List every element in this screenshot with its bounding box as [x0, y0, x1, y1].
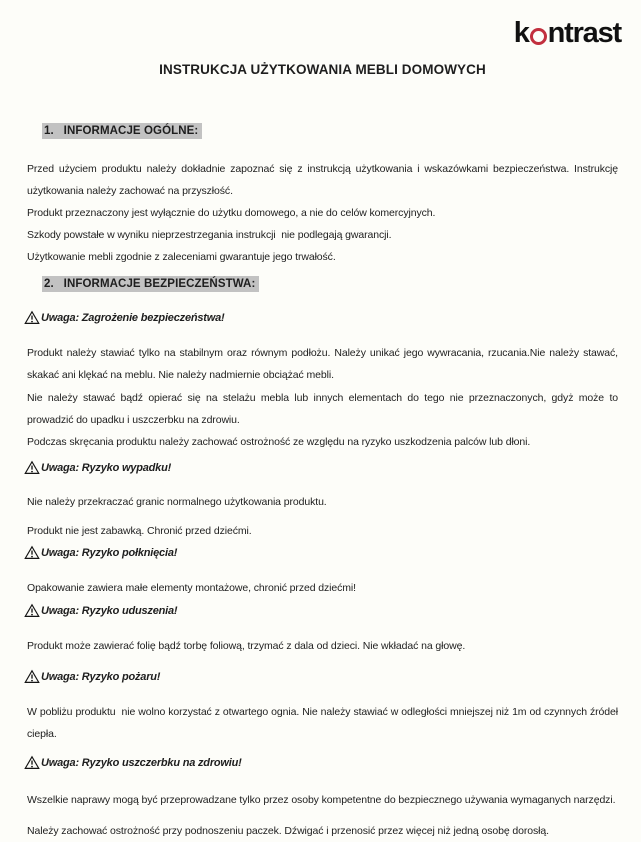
paragraph: Podczas skręcania produktu należy zachować ostrożność ze względu na ryzyko uszkodzenia palców lub dłoni.	[27, 436, 531, 448]
document-title: INSTRUKCJA UŻYTKOWANIA MEBLI DOMOWYCH	[159, 62, 486, 77]
paragraph: Przed użyciem produktu należy dokładnie zapoznać się z instrukcją użytkowania i wskazówkami bezpieczeństwa. Instrukcję użytkowania należy zachować na przyszłość.	[27, 163, 621, 197]
paragraph: Szkody powstałe w wyniku nieprzestrzegania instrukcji nie podlegają gwarancji.	[27, 229, 392, 241]
warning-label: Uwaga: Ryzyko uduszenia!	[41, 605, 178, 617]
warning-triangle-icon	[24, 460, 40, 475]
warning-triangle-icon	[24, 545, 40, 560]
section-2-heading-text: 2. INFORMACJE BEZPIECZEŃSTWA:	[42, 276, 259, 292]
paragraph: Produkt przeznaczony jest wyłącznie do użytku domowego, a nie do celów komercyjnych.	[27, 207, 436, 219]
logo-text-left: k	[513, 17, 529, 49]
warning-triangle-icon	[24, 669, 40, 684]
paragraph: Wszelkie naprawy mogą być przeprowadzane tylko przez osoby kompetentne do bezpiecznego używania wymaganych narzędzi.	[27, 794, 616, 806]
paragraph: Opakowanie zawiera małe elementy montażowe, chronić przed dziećmi!	[27, 582, 356, 594]
warning-heading	[24, 309, 618, 327]
paragraph: Produkt może zawierać folię bądź torbę foliową, trzymać z dala od dzieci. Nie wkładać na głowę.	[27, 640, 466, 652]
paragraph: Nie należy przekraczać granic normalnego użytkowania produktu.	[27, 496, 327, 508]
warning-heading	[24, 668, 618, 686]
warning-heading	[24, 459, 618, 477]
section-2-heading	[42, 275, 618, 292]
logo-o-ring-icon	[530, 28, 547, 45]
paragraph: Należy zachować ostrożność przy podnoszeniu paczek. Dźwigać i przenosić przez więcej niż jedną osobę dorosłą.	[27, 825, 549, 837]
kontrast-logo	[514, 16, 621, 50]
warning-label: Uwaga: Ryzyko połknięcia!	[41, 547, 178, 559]
warning-triangle-icon	[24, 755, 40, 770]
logo-text-right: ntrast	[547, 17, 621, 49]
warning-label: Uwaga: Ryzyko pożaru!	[41, 671, 161, 683]
paragraph: W pobliżu produktu nie wolno korzystać z otwartego ognia. Nie należy stawiać w odległości mniejszej niż 1m od czynnych źródeł ciepła.	[27, 706, 621, 740]
paragraph: Produkt należy stawiać tylko na stabilnym oraz równym podłożu. Należy unikać jego wywracania, rzucania.Nie należy stawać, skakać ani klękać na meblu. Nie należy nadmiernie obciążać mebli.	[27, 347, 621, 381]
section-1-heading-text: 1. INFORMACJE OGÓLNE:	[42, 123, 202, 139]
section-1-heading	[42, 122, 618, 139]
warning-triangle-icon	[24, 310, 40, 325]
paragraph: Produkt nie jest zabawką. Chronić przed dziećmi.	[27, 525, 252, 537]
warning-heading	[24, 754, 618, 772]
warning-label: Uwaga: Zagrożenie bezpieczeństwa!	[41, 312, 225, 324]
warning-heading	[24, 602, 618, 620]
warning-triangle-icon	[24, 603, 40, 618]
warning-heading	[24, 544, 618, 562]
warning-label: Uwaga: Ryzyko uszczerbku na zdrowiu!	[41, 757, 242, 769]
warning-label: Uwaga: Ryzyko wypadku!	[41, 462, 172, 474]
paragraph: Nie należy stawać bądź opierać się na stelażu mebla lub innych elementach do tego nie przeznaczonych, gdyż może to prowadzić do upadku i uszczerbku na zdrowiu.	[27, 392, 621, 426]
paragraph: Użytkowanie mebli zgodnie z zaleceniami gwarantuje jego trwałość.	[27, 251, 336, 263]
